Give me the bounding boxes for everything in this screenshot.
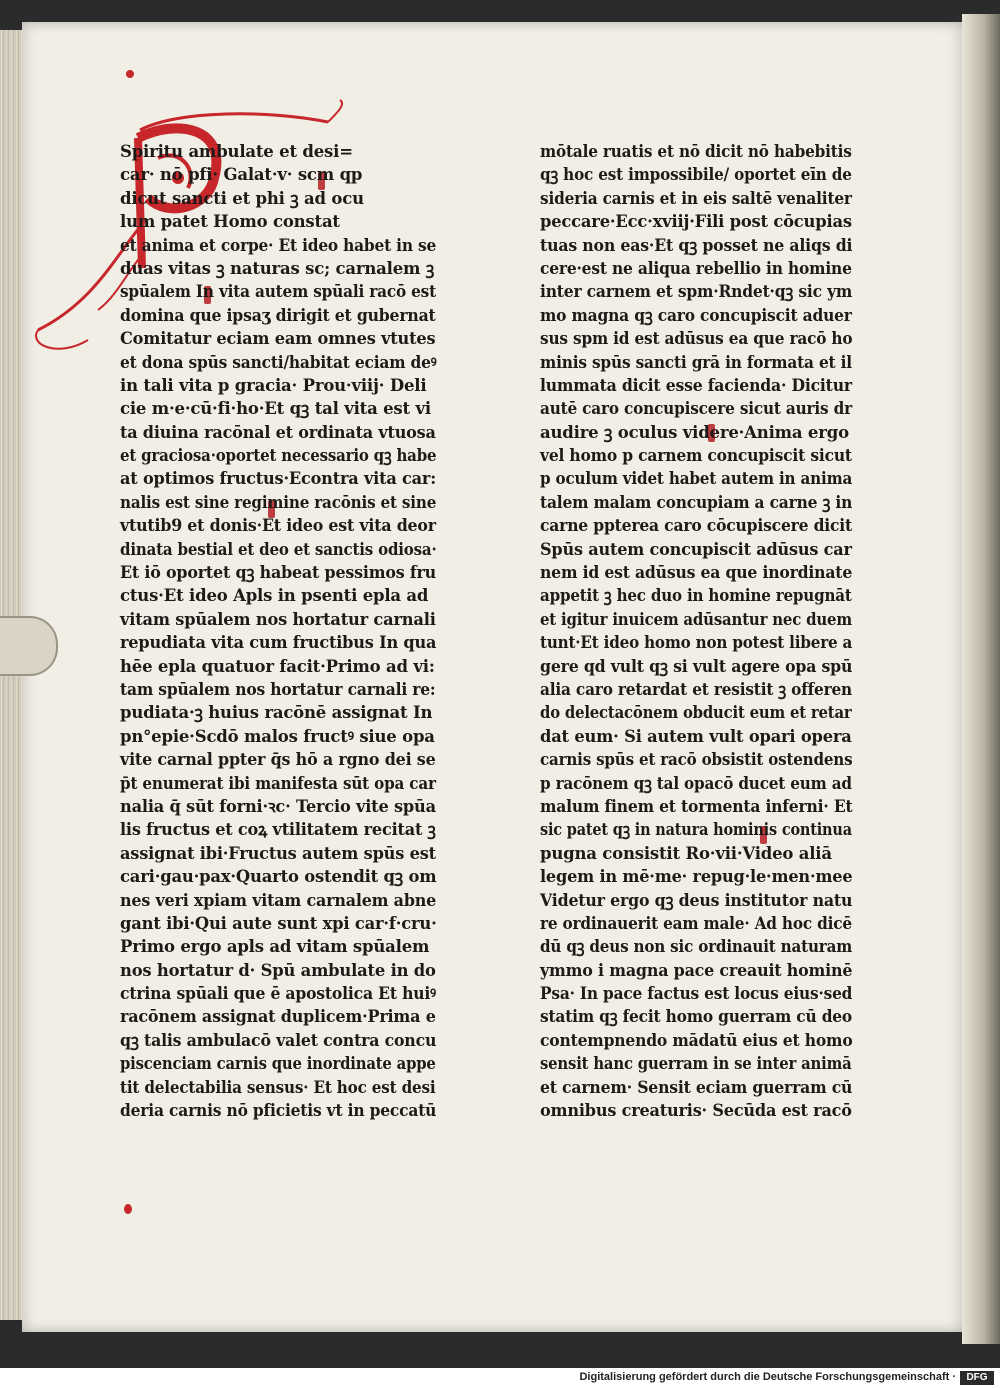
text-line: dinata bestial et deo et sanctis odiosa· — [120, 539, 437, 559]
text-line: tit delectabilia sensus· Et hoc est desi — [120, 1077, 436, 1097]
text-line: Spūs autem concupiscit adūsus car — [540, 539, 852, 559]
footer-bar — [0, 1368, 1000, 1388]
text-line: Et iō oportet qꝫ habeat pessimos fru — [120, 563, 437, 583]
text-line: racōnem assignat duplicem·Prima e — [120, 1007, 436, 1027]
text-line: deria carnis nō pficietis vt in peccatū — [120, 1101, 437, 1121]
text-line: sic patet qꝫ in natura hominis continua — [540, 820, 852, 840]
text-line: carne ppterea caro cōcupiscere dicit — [540, 516, 853, 536]
text-line: p oculum videt habet autem in anima — [540, 469, 853, 489]
text-line: cie m·e·cū·fi·ho·Et qꝫ tal vita est vi — [120, 399, 431, 419]
text-line: p̄t enumerat ibi manifesta sūt opa car — [120, 773, 436, 793]
text-line: car· nō pfi· Galat·v· scm qp — [120, 165, 363, 185]
text-line: inter carnem et spm·Rndet·qꝫ sic ym — [540, 282, 853, 302]
text-line: cere·est ne aliqua rebellio in homine — [540, 258, 852, 278]
text-line: talem malam concupiam a carne ꝫ in — [540, 492, 853, 512]
text-line: minis spūs sancti grā in formata et il — [540, 352, 852, 372]
clasp-tab — [0, 616, 58, 676]
text-line: pudiata·ꝫ huius racōnē assignat In — [120, 703, 433, 723]
dfg-logo: DFG — [960, 1371, 994, 1385]
text-line: do delectacōnem obducit eum et retar — [540, 703, 852, 723]
text-line: nalia q̄ sūt forni·ꝛc· Tercio vite spūa — [120, 796, 436, 816]
text-line: in tali vita p gracia· Prou·viij· Deli — [120, 375, 427, 395]
text-line: mōtale ruatis et nō dicit nō habebitis — [540, 142, 852, 161]
text-line: pn°epie·Scdō malos fructꝰ siue opa — [120, 726, 435, 746]
text-line: Comitatur eciam eam omnes vtutes — [120, 329, 436, 349]
text-line: statim qꝫ fecit homo guerram cū deo — [540, 1007, 852, 1027]
red-ink-mark — [124, 1204, 132, 1214]
text-line: ymmo i magna pace creauit hominē — [540, 960, 853, 980]
text-line: vite carnal ppter q̄s hō a rgno dei se — [120, 750, 436, 770]
text-line: Videtur ergo qꝫ deus institutor natu — [540, 890, 853, 910]
text-line: re ordinauerit eam male· Ad hoc dicē — [540, 913, 852, 933]
text-line: et igitur inuicem adūsantur nec duem — [540, 609, 852, 629]
text-line: et graciosa·oportet necessario qꝫ habe — [120, 446, 437, 466]
text-line: spūalem In vita autem spūali racō est — [120, 282, 436, 302]
text-line: lum patet Homo constat — [120, 212, 340, 232]
text-line: nes veri xpiam vitam carnalem abne — [120, 890, 437, 910]
text-line: lis fructus et coꝝ vtilitatem recitat ꝫ — [120, 820, 436, 840]
text-line: autē caro concupiscere sicut auris dr — [540, 399, 852, 419]
text-line: dat eum· Si autem vult opari opera — [540, 726, 852, 746]
text-line: tuas non eas·Et qꝫ posset ne aliqs di — [540, 235, 853, 255]
red-ink-mark — [126, 70, 134, 78]
text-line: vel homo p carnem concupiscit sicut — [540, 446, 852, 466]
text-line: legem in mē·me· repug·le·men·mee — [540, 867, 853, 887]
text-line: at optimos fructus·Econtra vita car: — [120, 469, 436, 489]
text-line: et dona spūs sancti/habitat eciam deꝰ — [120, 352, 437, 372]
text-line: Psa· In pace factus est locus eius·sed — [540, 984, 853, 1004]
text-line: qꝫ talis ambulacō valet contra concu — [120, 1030, 437, 1050]
text-line: tunt·Et ideo homo non potest libere a — [540, 633, 853, 653]
text-line: nalis est sine regimine racōnis et sine — [120, 492, 437, 512]
text-line: ctus·Et ideo Apls in psenti epla ad — [120, 586, 429, 606]
text-line: nos hortatur d· Spū ambulate in do — [120, 960, 436, 980]
text-line: audire ꝫ oculus videre·Anima ergo — [540, 422, 849, 442]
text-line: gere qd vult qꝫ si vult agere opa spū — [540, 656, 853, 676]
text-line: Spiritu ambulate et desi= — [120, 142, 353, 161]
text-column-left — [120, 140, 436, 1122]
text-line: sideria carnis et in eis saltē venaliter — [540, 188, 852, 208]
text-line: appetit ꝫ hec duo in homine repugnāt — [540, 586, 852, 606]
funding-credit: Digitalisierung gefördert durch die Deutsche Forschungsgemeinschaft · — [579, 1371, 956, 1383]
text-line: dū qꝫ deus non sic ordinauit naturam — [540, 937, 853, 957]
text-line: dicut sancti et phi ꝫ ad ocu — [120, 188, 364, 208]
text-line: assignat ibi·Fructus autem spūs est — [120, 843, 436, 863]
text-line: omnibus creaturis· Secūda est racō — [540, 1101, 852, 1121]
text-line: pugna consistit Ro·vii·Video aliā — [540, 843, 832, 863]
text-line: sus spm id est adūsus ea que racō ho — [540, 329, 853, 349]
text-line: carnis spūs et racō obsistit ostendens — [540, 750, 853, 770]
text-line: nem id est adūsus ea que inordinate — [540, 563, 853, 583]
text-line: tam spūalem nos hortatur carnali re: — [120, 679, 436, 699]
text-line: malum finem et tormenta inferni· Et — [540, 796, 853, 816]
text-line: et anima et corpe· Et ideo habet in se — [120, 235, 437, 255]
text-line: alia caro retardat et resistit ꝫ offeren — [540, 679, 853, 699]
text-line: gant ibi·Qui aute sunt xpi car·f·cru· — [120, 913, 437, 933]
text-line: lummata dicit esse facienda· Dicitur — [540, 375, 852, 395]
text-line: ta diuina racōnal et ordinata vtuosa — [120, 422, 436, 442]
text-line: sensit hanc guerram in se inter animā — [540, 1054, 852, 1074]
text-column-right — [540, 140, 852, 1122]
text-line: vitam spūalem nos hortatur carnali — [120, 609, 436, 629]
text-line: domina que ipsaʒ dirigit et gubernat — [120, 305, 436, 325]
text-line: contempnendo mādatū eius et homo — [540, 1030, 853, 1050]
text-line: ctrina spūali que ē apostolica Et huiꝰ — [120, 984, 436, 1004]
text-line: qꝫ hoc est impossibile/ oportet eīn de — [540, 165, 852, 185]
text-line: et carnem· Sensit eciam guerram cū — [540, 1077, 853, 1097]
text-line: repudiata vita cum fructibus In qua — [120, 633, 437, 653]
text-line: Primo ergo apls ad vitam spūalem — [120, 937, 430, 957]
text-line: cari·gau·pax·Quarto ostendit qꝫ om — [120, 867, 437, 887]
text-line: duas vitas ꝫ naturas sc; carnalem ꝫ — [120, 258, 435, 278]
text-line: mo magna qꝫ caro concupiscit aduer — [540, 305, 852, 325]
text-line: hēe epla quatuor facit·Primo ad vi: — [120, 656, 435, 676]
text-line: peccare·Ecc·xviij·Fili post cōcupias — [540, 212, 852, 232]
text-line: piscenciam carnis que inordinate appe — [120, 1054, 436, 1074]
text-line: vtutib9 et donis·Et ideo est vita deor — [120, 516, 436, 536]
text-line: p racōnem qꝫ tal opacō ducet eum ad — [540, 773, 852, 793]
right-page-edge — [962, 14, 1000, 1344]
